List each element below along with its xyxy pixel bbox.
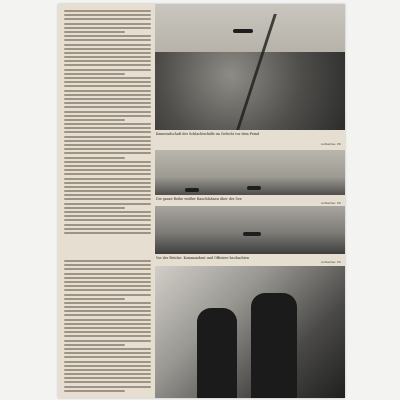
caption-2: Die ganze Reihe weißer Rauchfahnen über der See xyxy=(156,197,242,201)
photo-officers xyxy=(155,266,345,398)
caption-1: Kameradschaft der Schlachtschiffe im Gefecht vor dem Feind xyxy=(156,132,260,136)
credit-3: Aufnahme: PK xyxy=(320,260,341,264)
ship-1 xyxy=(185,188,199,192)
ship-3 xyxy=(243,232,261,236)
photo-ship-deck xyxy=(155,4,345,130)
article-text-column xyxy=(64,10,151,250)
distant-ship xyxy=(233,29,253,33)
credit-2: Aufnahme: PK xyxy=(320,201,341,205)
officer-figure-2 xyxy=(251,293,297,398)
magazine-page xyxy=(58,4,345,398)
ship-2 xyxy=(247,186,261,190)
article-text-column-lower xyxy=(64,260,151,398)
caption-3: Vor der Brücke: Kommandant und Offiziere beobachten xyxy=(156,256,250,260)
photo-naval-line xyxy=(155,150,345,195)
credit-1: Aufnahme: PK xyxy=(320,142,341,146)
photo-horizon xyxy=(155,206,345,254)
officer-figure-1 xyxy=(197,308,237,398)
